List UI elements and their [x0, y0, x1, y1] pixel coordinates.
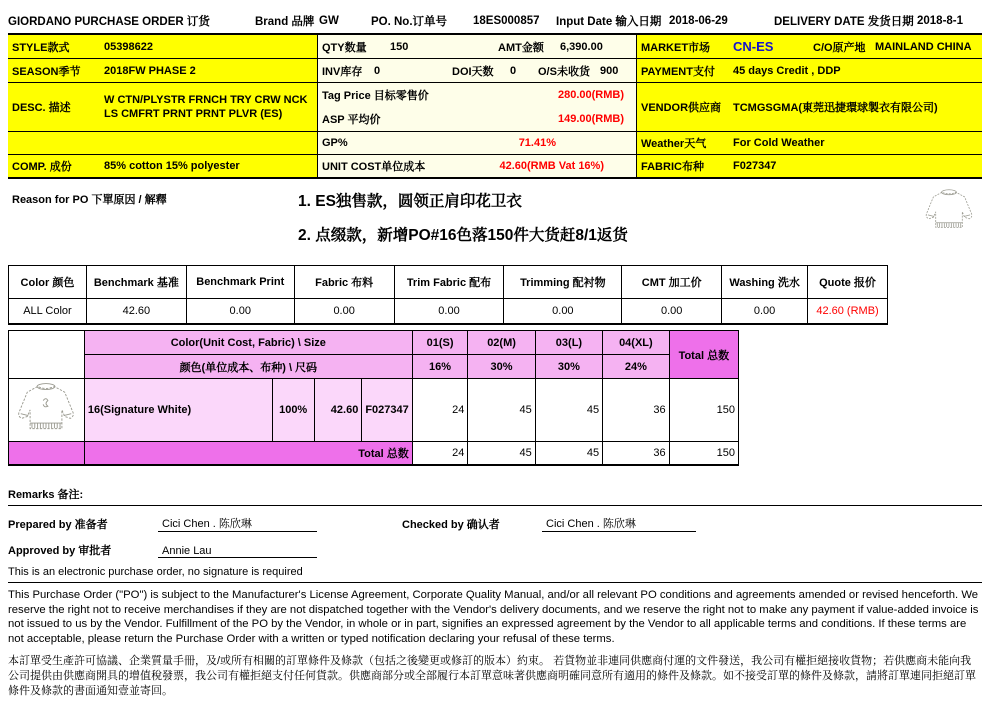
- size-header-row-top: [9, 331, 739, 355]
- total-size-m: 45: [468, 442, 535, 466]
- quote-cell-fabric: 0.00: [294, 299, 394, 325]
- amt-label: AMT金额: [498, 41, 544, 54]
- prepared-by-value: Cici Chen . 陈欣琳: [158, 515, 317, 532]
- fabric-label: FABRIC布种: [641, 161, 704, 173]
- quote-cell-benchmark-print: 0.00: [186, 299, 294, 325]
- weather-label: Weather天气: [641, 138, 707, 150]
- size-header-s: 01(S): [412, 331, 468, 355]
- delivery-date-value: 2018-8-1: [917, 14, 964, 27]
- colorway-cost: 42.60: [314, 379, 362, 442]
- quote-cell-trimming: 0.00: [504, 299, 622, 325]
- quote-cell-trim-fabric: 0.00: [394, 299, 504, 325]
- qty-size-s: 24: [412, 379, 468, 442]
- qty-size-l: 45: [535, 379, 602, 442]
- total-row-label: Total 总数: [84, 442, 412, 466]
- garment-thumbnail-icon: [9, 379, 85, 442]
- approved-by-value: Annie Lau: [158, 545, 317, 558]
- title-bar: [8, 8, 982, 35]
- prepared-by-label: Prepared by 准备者: [8, 519, 108, 531]
- prepared-row: [8, 509, 982, 532]
- reason-lines: [298, 185, 628, 253]
- unit-cost-value: 42.60(RMB Vat 16%): [499, 160, 604, 172]
- comp-label: COMP. 成份: [12, 161, 72, 173]
- total-size-s: 24: [412, 442, 468, 466]
- delivery-date-label: DELIVERY DATE 发货日期: [774, 15, 914, 28]
- season-label: SEASON季节: [12, 65, 81, 78]
- asp-value: 149.00(RMB): [557, 113, 624, 125]
- size-ratio-m: 30%: [468, 355, 535, 379]
- qty-row-total: 150: [669, 379, 738, 442]
- gp-value: 71.41%: [518, 137, 556, 149]
- amt-value: 6,390.00: [560, 40, 603, 53]
- po-number-label: PO. No.订单号: [371, 15, 448, 28]
- qty-size-m: 45: [468, 379, 535, 442]
- sweater-sketch-icon: [924, 185, 974, 240]
- market-label: MARKET市场: [641, 41, 711, 54]
- quote-cell-quote: 42.60 (RMB): [808, 299, 888, 325]
- approved-by-label: Approved by 审批者: [8, 545, 112, 557]
- vendor-label: VENDOR供应商: [641, 102, 722, 114]
- size-header-xl: 04(XL): [603, 331, 670, 355]
- reason-section: [8, 179, 982, 265]
- country-origin-value: MAINLAND CHINA: [875, 40, 972, 53]
- brand-label: Brand 品牌: [255, 15, 315, 28]
- desc-value: W CTN/PLYSTR FRNCH TRY CRW NCK LS CMFRT PRNT PRNT PLVR (ES): [104, 94, 308, 120]
- inv-value: 0: [374, 64, 381, 77]
- approved-row: [8, 535, 982, 558]
- payment-label: PAYMENT支付: [641, 65, 715, 78]
- terms-english: This Purchase Order ("PO") is subject to the Manufacturer's License Agreement, Corporate Quality Manual, and/or all relevant PO conditions and agreements amended or revised henceforth. We reserve the right not to receive merchandises if they are not dispatched together with the Vendor's delivery documents, and we reserve the right not to make any payment if value-added invoice is not issued to us by the Vendor. Fulfillment of the PO by the Vendor, in whole or in part, signifies an expressed agreement by the Vendor to all applicable terms and conditions. If these terms are not acceptable, please return the Purchase Order with a written or typed notification declaring your refusal of these terms.: [8, 589, 979, 645]
- size-header-m: 02(M): [468, 331, 535, 355]
- quote-cell-benchmark: 42.60: [86, 299, 186, 325]
- size-breakdown-table: [8, 330, 739, 466]
- size-header-row-ratio: [9, 355, 739, 379]
- unit-cost-label: UNIT COST单位成本: [322, 161, 426, 173]
- total-size-l: 45: [535, 442, 602, 466]
- size-header-color-cn: 颜色(单位成本、布种) \ 尺码: [84, 355, 412, 379]
- size-ratio-s: 16%: [412, 355, 468, 379]
- gp-label: GP%: [322, 137, 348, 149]
- size-header-total: Total 总数: [669, 331, 738, 379]
- tag-price-value: 280.00(RMB): [557, 89, 624, 101]
- fabric-value: F027347: [733, 160, 777, 172]
- brand-value: GW: [319, 14, 339, 27]
- qty-size-xl: 36: [603, 379, 670, 442]
- os-label: O/S未收货: [538, 65, 590, 78]
- quote-cell-color: ALL Color: [9, 299, 87, 325]
- total-grand: 150: [669, 442, 738, 466]
- order-info-grid: [8, 35, 982, 179]
- quote-header-washing: Washing 洗水: [722, 266, 808, 299]
- country-origin-label: C/O原产地: [813, 41, 866, 54]
- doi-label: DOI天数: [452, 65, 494, 78]
- reason-line-2: 2. 点缀款，新增PO#16色落150件大货赶8/1返货: [298, 227, 628, 244]
- checked-by-value: Cici Chen . 陈欣琳: [542, 515, 696, 532]
- style-label: STYLE款式: [12, 41, 70, 54]
- terms-chinese: 本訂單受生產許可協議、企業質量手冊，及/或所有相關的訂單條件及條款（包括之後變更或修訂的版本）約束。 若貨物並非連同供應商付運的文件發送，我公司有權拒絕接收貨物；若供應商未能向我公司提供由供應商開具的增值稅發票，我公司有權拒絕支付任何貨款。供應商部分或全部履行本訂單意味著供應商明確同意所有適用的條件及條款。如不接受訂單的條件及條款，請將訂單連同拒絕訂單條件及條款的書面通知壹並寄回。: [8, 655, 976, 697]
- input-date-label: Input Date 输入日期: [556, 15, 662, 28]
- size-header-color: Color(Unit Cost, Fabric) \ Size: [84, 331, 412, 355]
- quote-header-quote: Quote 报价: [808, 266, 888, 299]
- qty-value: 150: [390, 40, 409, 53]
- quote-header-fabric: Fabric 布料: [294, 266, 394, 299]
- reason-label: Reason for PO 下單原因 / 解釋: [12, 194, 167, 206]
- quote-header-color: Color 颜色: [9, 266, 87, 299]
- electronic-note: This is an electronic purchase order, no signature is required: [8, 566, 982, 583]
- info-row-gp: [8, 132, 982, 155]
- info-row-style: [8, 35, 982, 59]
- os-value: 900: [600, 64, 619, 77]
- vendor-value: TCMGSGMA(東莞迅捷環球製衣有限公司): [733, 102, 938, 114]
- remarks-label: Remarks 备注:: [8, 486, 982, 506]
- tag-price-label: Tag Price 目标零售价: [322, 90, 429, 102]
- checked-by-label: Checked by 确认者: [402, 519, 500, 531]
- quote-table: [8, 265, 888, 325]
- payment-value: 45 days Credit , DDP: [733, 64, 841, 77]
- market-value: CN-ES: [733, 39, 774, 54]
- page-title: GIORDANO PURCHASE ORDER 订货: [8, 15, 210, 28]
- quote-header-benchmark: Benchmark 基准: [86, 266, 186, 299]
- quote-cell-cmt: 0.00: [622, 299, 722, 325]
- inv-label: INV库存: [322, 65, 363, 78]
- quote-data-row: [9, 299, 888, 325]
- info-row-season: [8, 59, 982, 83]
- reason-line-1: 1. ES独售款，圆领正肩印花卫衣: [298, 193, 522, 210]
- total-size-xl: 36: [603, 442, 670, 466]
- po-number-value: 18ES000857: [473, 14, 540, 27]
- season-value: 2018FW PHASE 2: [104, 64, 196, 77]
- comp-value: 85% cotton 15% polyester: [104, 160, 240, 172]
- quote-header-cmt: CMT 加工价: [622, 266, 722, 299]
- colorway-fabric: F027347: [362, 379, 412, 442]
- asp-label: ASP 平均价: [322, 114, 381, 126]
- size-ratio-xl: 24%: [603, 355, 670, 379]
- info-row-comp: [8, 155, 982, 179]
- quote-header-trimming: Trimming 配衬物: [504, 266, 622, 299]
- qty-label: QTY数量: [322, 41, 367, 54]
- weather-value: For Cold Weather: [733, 137, 825, 149]
- desc-label: DESC. 描述: [12, 102, 71, 114]
- size-ratio-l: 30%: [535, 355, 602, 379]
- doi-value: 0: [510, 64, 517, 77]
- quote-header-trim-fabric: Trim Fabric 配布: [394, 266, 504, 299]
- colorway-name: 16(Signature White): [84, 379, 272, 442]
- style-value: 05398622: [104, 40, 153, 53]
- size-header-l: 03(L): [535, 331, 602, 355]
- colorway-percent: 100%: [272, 379, 314, 442]
- quote-header-row: [9, 266, 888, 299]
- info-row-desc: [8, 83, 982, 132]
- size-total-row: [9, 442, 739, 466]
- quote-cell-washing: 0.00: [722, 299, 808, 325]
- size-data-row: [9, 379, 739, 442]
- quote-header-benchmark-print: Benchmark Print: [186, 266, 294, 299]
- input-date-value: 2018-06-29: [669, 14, 728, 27]
